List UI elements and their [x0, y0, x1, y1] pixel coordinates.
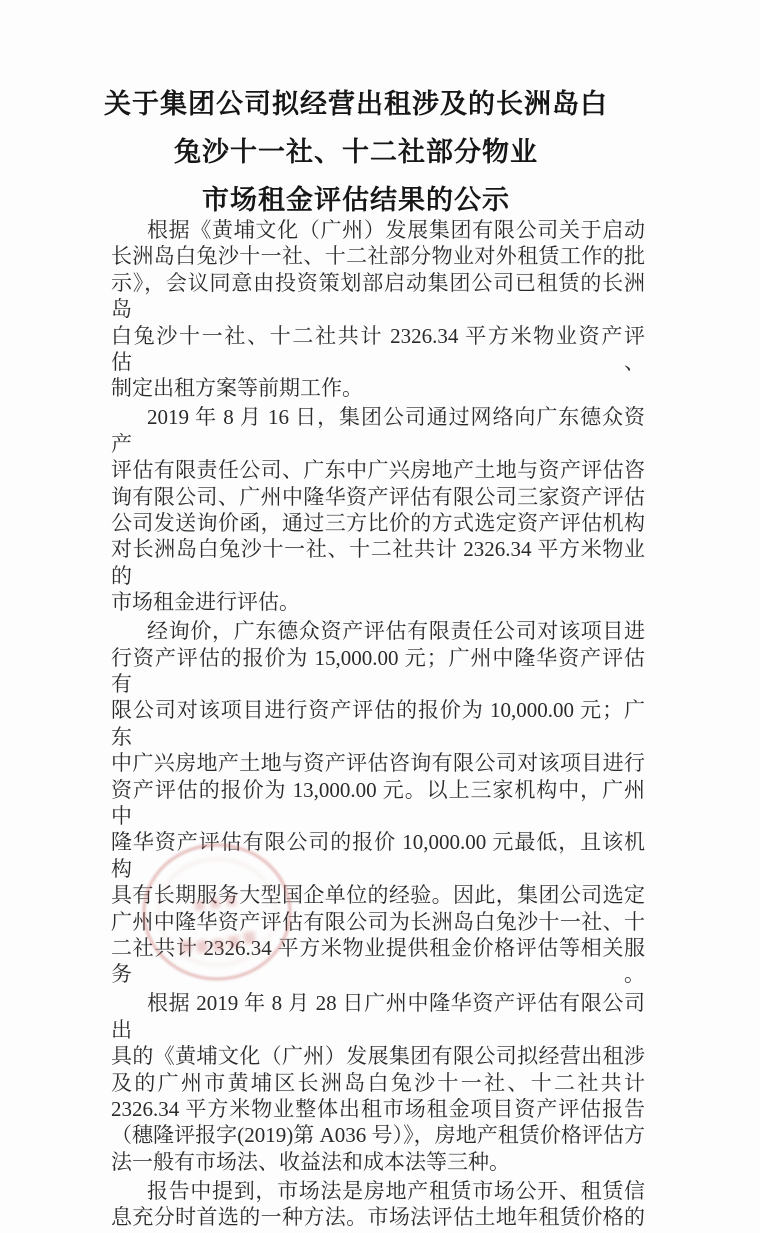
text-line: 中广兴房地产土地与资产评估咨询有限公司对该项目进行: [111, 751, 645, 776]
paragraph-4: [111, 990, 645, 1175]
text-line: 市场租金进行评估。: [111, 590, 300, 615]
text-line: 资产评估的报价为 13,000.00 元。以上三家机构中，广州中: [111, 777, 645, 828]
text-line: 法一般有市场法、收益法和成本法等三种。: [111, 1149, 510, 1174]
text-line: 公司发送询价函，通过三方比价的方式选定资产评估机构: [111, 510, 645, 535]
text-line: 根据《黄埔文化（广州）发展集团有限公司关于启动: [147, 218, 645, 242]
text-line: 隆华资产评估有限公司的报价 10,000.00 元最低，且该机构: [111, 830, 645, 881]
paragraph-1: [111, 217, 645, 402]
text-line: （穗隆评报字(2019)第 A036 号）》，房地产租赁价格评估方: [111, 1123, 645, 1148]
text-line: 2326.34 平方米物业整体出租市场租金项目资产评估报告: [111, 1096, 645, 1121]
text-line: 具的《黄埔文化（广州）发展集团有限公司拟经营出租涉: [111, 1044, 645, 1069]
title-line: 市场租金评估结果的公示: [202, 185, 510, 215]
text-line: 息充分时首选的一种方法。市场法评估土地年租赁价格的: [111, 1205, 645, 1230]
text-line: 具有长期服务大型国企单位的经验。因此，集团公司选定: [111, 883, 645, 908]
text-line: 询有限公司、广州中隆华资产评估有限公司三家资产评估: [111, 484, 645, 509]
text-line: 白兔沙十一社、十二社共计 2326.34 平方米物业资产评估、: [111, 323, 645, 375]
title-line: 关于集团公司拟经营出租涉及的长洲岛白: [104, 89, 608, 119]
text-line: 2019 年 8 月 16 日，集团公司通过网络向广东德众资产: [111, 405, 645, 456]
text-line: 限公司对该项目进行资产评估的报价为 10,000.00 元；广东: [111, 698, 645, 749]
paragraph-3: [111, 618, 645, 988]
text-line: 及的广州市黄埔区长洲岛白兔沙十一社、十二社共计: [111, 1070, 645, 1095]
text-line: 制定出租方案等前期工作。: [111, 376, 363, 401]
paragraph-2: [111, 404, 645, 615]
title-line: 兔沙十一社、十二社部分物业: [174, 137, 538, 167]
text-line: 示》，会议同意由投资策划部启动集团公司已租赁的长洲岛: [111, 270, 645, 322]
text-line: 长洲岛白兔沙十一社、十二社部分物业对外租赁工作的批: [111, 244, 645, 269]
text-line: 经询价，广东德众资产评估有限责任公司对该项目进: [147, 619, 645, 644]
text-line: 评估有限责任公司、广东中广兴房地产土地与资产评估咨: [111, 458, 645, 483]
document-body: [111, 217, 645, 1233]
text-line: 报告中提到，市场法是房地产租赁市场公开、租赁信: [147, 1178, 645, 1203]
text-line: 行资产评估的报价为 15,000.00 元；广州中隆华资产评估有: [111, 645, 645, 696]
text-line: 二社共计 2326.34 平方米物业提供租金价格评估等相关服务。: [111, 935, 645, 987]
text-line: 广州中隆华资产评估有限公司为长洲岛白兔沙十一社、十: [111, 909, 645, 934]
text-line: 根据 2019 年 8 月 28 日广州中隆华资产评估有限公司出: [111, 991, 645, 1042]
text-line: 对长洲岛白兔沙十一社、十二社共计 2326.34 平方米物业的: [111, 537, 645, 588]
paragraph-5: [111, 1178, 645, 1231]
document-title: [89, 80, 623, 224]
